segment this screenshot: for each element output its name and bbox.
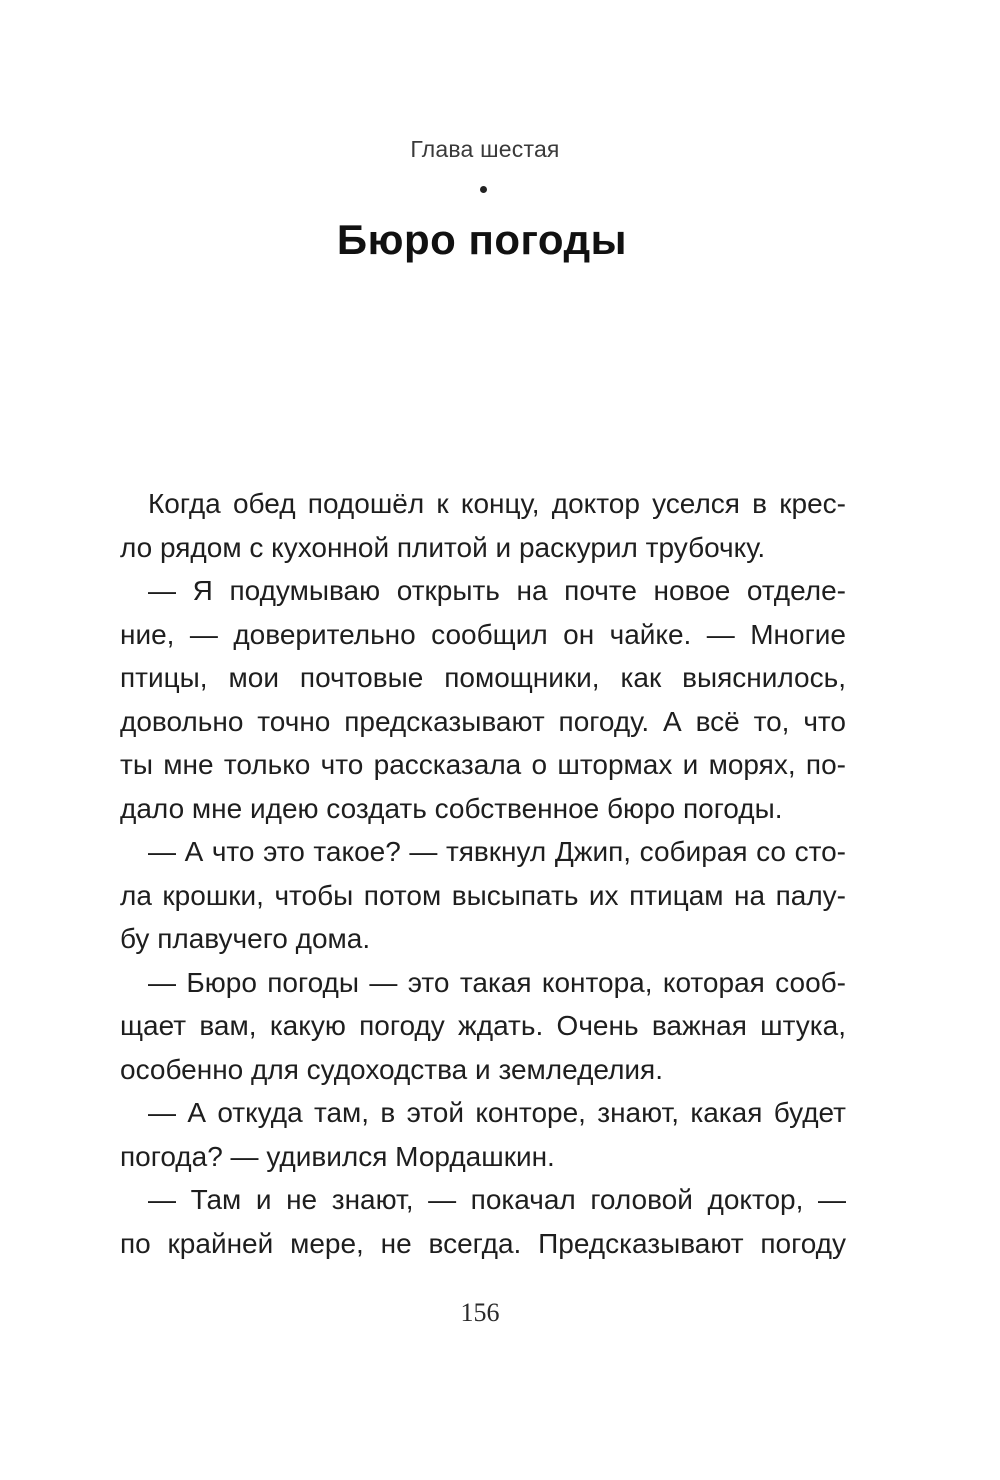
- text-line: щает вам, какую погоду ждать. Очень важная штука,: [120, 1010, 846, 1041]
- page-number: 156: [460, 1298, 500, 1327]
- text-line: ло рядом с кухонной плитой и раскурил трубочку.: [120, 531, 766, 563]
- text-line: погода? — удивился Мордашкин.: [120, 1140, 555, 1172]
- chapter-label: Глава шестая: [410, 136, 560, 162]
- text-line: — Я подумываю открыть на почте новое отделе-: [148, 575, 846, 606]
- text-line: — А что это такое? — тявкнул Джип, собирая со сто-: [148, 836, 846, 867]
- text-line: — Бюро погоды — это такая контора, которая сооб-: [148, 966, 846, 998]
- body-text: [120, 482, 846, 1265]
- chapter-title: Бюро погоды: [336, 216, 628, 263]
- text-line: дало мне идею создать собственное бюро погоды.: [120, 792, 783, 824]
- chapter-separator-dot: [480, 186, 487, 193]
- text-line: ты мне только что рассказала о штормах и морях, по-: [120, 749, 846, 780]
- text-line: — А откуда там, в этой конторе, знают, какая будет: [148, 1097, 846, 1128]
- text-line: — Там и не знают, — покачал головой доктор, —: [148, 1184, 846, 1215]
- text-line: по крайней мере, не всегда. Предсказывают погоду: [120, 1227, 846, 1259]
- text-line: довольно точно предсказывают погоду. А всё то, что: [120, 705, 846, 737]
- text-line: ние, — доверительно сообщил он чайке. — Многие: [120, 618, 846, 650]
- text-line: бу плавучего дома.: [120, 923, 371, 954]
- text-line: птицы, мои почтовые помощники, как выяснилось,: [120, 662, 846, 693]
- text-line: особенно для судоходства и земледелия.: [120, 1053, 663, 1085]
- text-line: ла крошки, чтобы потом высыпать их птицам на палу-: [120, 879, 846, 911]
- text-line: Когда обед подошёл к концу, доктор уселся в крес-: [148, 488, 846, 519]
